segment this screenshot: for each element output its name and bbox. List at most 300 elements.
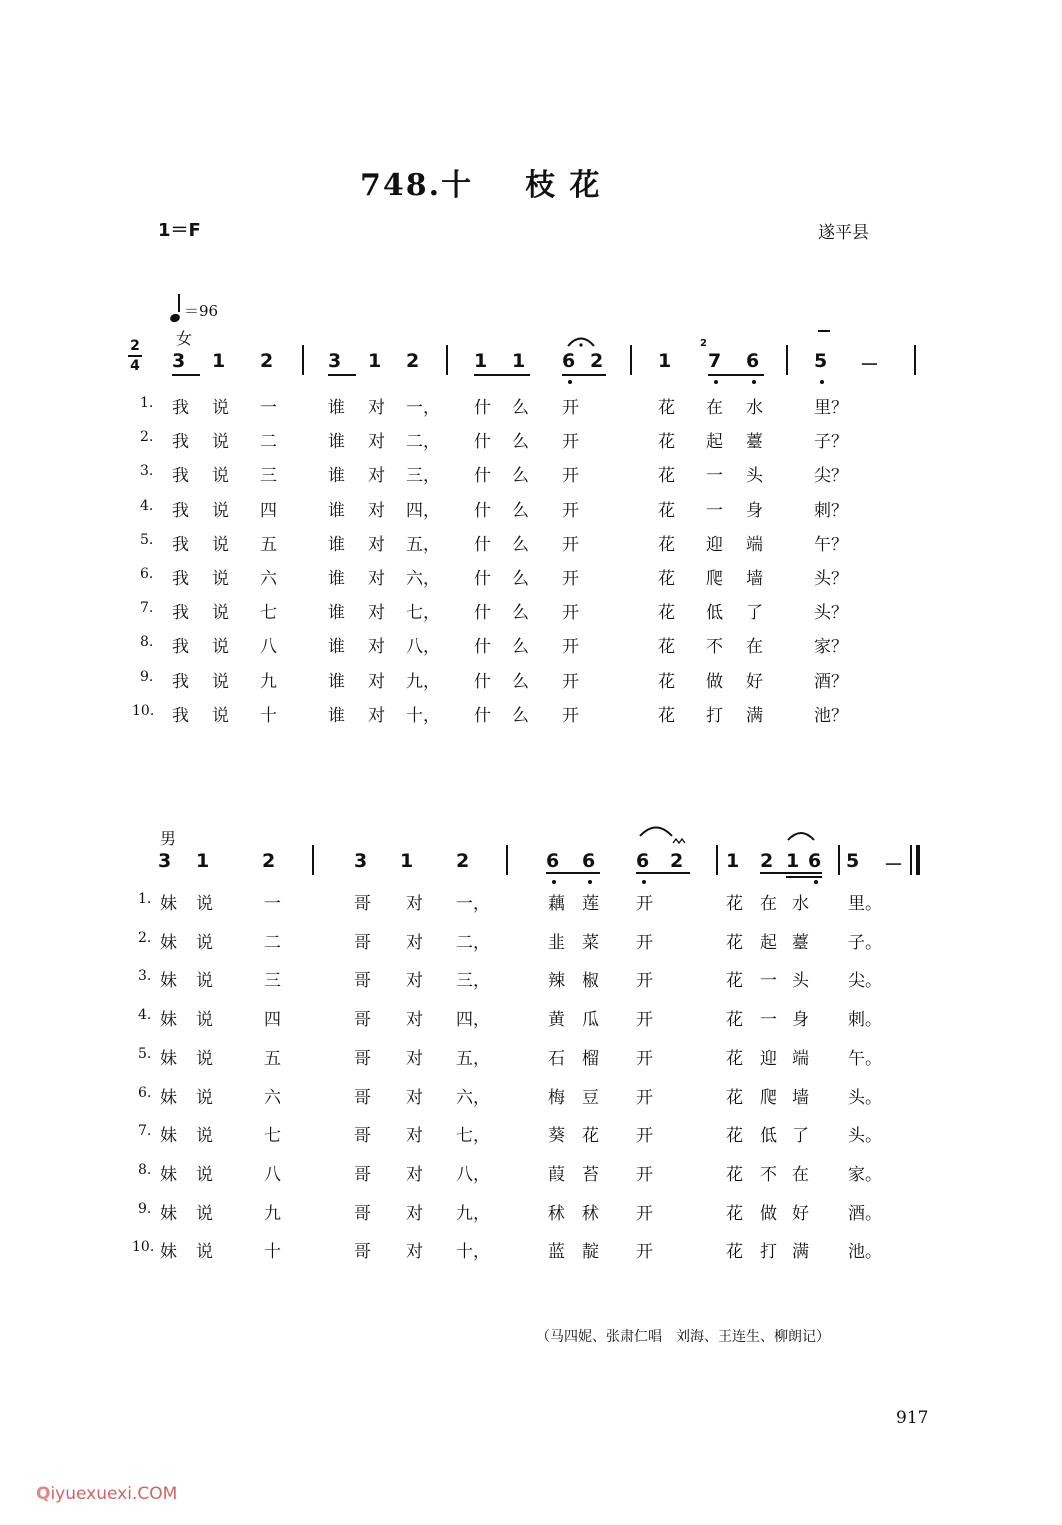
lyric-char: 对 xyxy=(406,1126,423,1147)
lyric-char: 花 xyxy=(726,1242,743,1263)
jianpu-note: 1 xyxy=(658,350,672,372)
lyric-char: 说 xyxy=(212,534,229,555)
region-label: 遂平县 xyxy=(818,223,869,243)
lyric-char: 对 xyxy=(368,500,385,521)
lyric-char: 对 xyxy=(368,603,385,624)
lyric-char: 么 xyxy=(512,637,529,658)
lyric-char: 谁 xyxy=(328,705,345,726)
lyric-char: 开 xyxy=(562,466,579,487)
fermata-icon xyxy=(566,332,596,344)
lyric-char: 说 xyxy=(196,1048,213,1069)
lyric-char: 对 xyxy=(406,932,423,953)
lyric-char: 韭 xyxy=(548,932,565,953)
lyric-char: 了 xyxy=(746,603,763,624)
lyric-char: 花 xyxy=(658,466,675,487)
lyric-char: 对 xyxy=(406,1048,423,1069)
lyric-char: 妹 xyxy=(160,1126,177,1147)
lyric-char: 对 xyxy=(368,466,385,487)
jianpu-note: － xyxy=(884,854,904,876)
lyric-char: 说 xyxy=(212,671,229,692)
beam-underline xyxy=(708,374,764,376)
verse-number: 8. xyxy=(138,1161,152,1178)
lyric-char: 一 xyxy=(264,894,281,914)
lyric-char: 做 xyxy=(760,1203,777,1224)
lyric-char: 打 xyxy=(760,1242,777,1263)
lyric-char: 开 xyxy=(562,398,579,418)
lyric-char: 一 xyxy=(706,500,723,521)
lyric-char: 对 xyxy=(406,1203,423,1224)
lyric-char: 爬 xyxy=(760,1087,777,1108)
lyric-char: 谁 xyxy=(328,569,345,589)
lyric-char: 我 xyxy=(172,432,189,453)
lyric-char: 对 xyxy=(406,971,423,992)
lyric-char: 我 xyxy=(172,500,189,521)
beam-underline xyxy=(474,374,530,376)
verse-number: 1. xyxy=(140,395,154,411)
song-title xyxy=(360,160,602,204)
lyric-char: 一 xyxy=(260,398,277,418)
lyric-char: 十， xyxy=(406,705,440,726)
jianpu-note: 2 xyxy=(456,850,470,872)
lyric-char: 四， xyxy=(456,1010,490,1031)
lyric-char: 五， xyxy=(456,1048,490,1069)
lyric-char: 八 xyxy=(264,1164,281,1185)
barline xyxy=(630,345,632,375)
lyric-char: 对 xyxy=(368,398,385,418)
lyric-char: 开 xyxy=(636,971,653,992)
watermark-text: iyuexuexi.COM xyxy=(50,1484,178,1504)
lyric-char: 对 xyxy=(368,705,385,726)
lyric-char: 花 xyxy=(726,894,743,914)
verse-number: 1. xyxy=(138,891,152,907)
verse-number: 9. xyxy=(140,668,154,685)
lyric-char: 做 xyxy=(706,671,723,692)
octave-dot xyxy=(714,380,718,384)
lyric-char: 对 xyxy=(368,671,385,692)
final-barline-thick xyxy=(916,845,920,875)
lyric-char: 么 xyxy=(512,705,529,726)
lyric-char: 什 xyxy=(474,466,491,487)
verse-number: 5. xyxy=(140,531,154,548)
verse-number: 3. xyxy=(138,968,152,985)
lyric-char: 对 xyxy=(406,1164,423,1185)
lyric-char: 花 xyxy=(658,671,675,692)
lyric-char: 里？ xyxy=(814,398,848,418)
lyric-char: 开 xyxy=(636,1087,653,1108)
lyric-char: 刺。 xyxy=(848,1010,882,1031)
lyric-char: 五 xyxy=(260,534,277,555)
jianpu-note: 1 xyxy=(368,350,382,372)
lyric-char: 说 xyxy=(196,894,213,914)
lyric-char: 么 xyxy=(512,671,529,692)
lyric-char: 什 xyxy=(474,500,491,521)
lyric-char: 爬 xyxy=(706,569,723,589)
lyric-char: 我 xyxy=(172,569,189,589)
lyric-char: 端 xyxy=(746,534,763,555)
key-signature: 1＝F xyxy=(158,220,201,241)
octave-dot xyxy=(642,880,646,884)
lyric-char: 九， xyxy=(406,671,440,692)
lyric-char: 八 xyxy=(260,637,277,658)
lyric-char: 在 xyxy=(792,1164,809,1185)
lyric-char: 花 xyxy=(726,932,743,953)
verse-number: 9. xyxy=(138,1200,152,1217)
lyric-char: 说 xyxy=(196,932,213,953)
lyric-char: 说 xyxy=(196,1242,213,1263)
lyric-char: 石 xyxy=(548,1048,565,1069)
lyric-char: 十 xyxy=(264,1242,281,1263)
lyric-char: 在 xyxy=(706,398,723,418)
lyric-char: 七 xyxy=(260,603,277,624)
beam-underline xyxy=(636,872,690,874)
lyric-char: 什 xyxy=(474,398,491,418)
lyric-char: 二 xyxy=(264,932,281,953)
lyric-char: 在 xyxy=(746,637,763,658)
jianpu-note: 1 xyxy=(400,850,414,872)
lyric-char: 谁 xyxy=(328,398,345,418)
octave-dot xyxy=(568,380,572,384)
lyric-char: 六 xyxy=(264,1087,281,1108)
lyric-char: 家。 xyxy=(848,1164,882,1185)
lyric-char: 秫 xyxy=(582,1203,599,1224)
lyric-char: 满 xyxy=(746,705,763,726)
verse-number: 2. xyxy=(138,929,152,946)
lyric-char: 一 xyxy=(706,466,723,487)
jianpu-note: 6 xyxy=(808,850,822,872)
jianpu-note: 1 xyxy=(512,350,526,372)
lyric-char: 开 xyxy=(562,534,579,555)
lyric-char: 薹 xyxy=(746,432,763,453)
lyric-char: 四， xyxy=(406,500,440,521)
lyric-char: 哥 xyxy=(354,971,371,992)
lyric-char: 对 xyxy=(406,894,423,914)
lyric-char: 开 xyxy=(636,1164,653,1185)
lyric-char: 说 xyxy=(212,569,229,589)
lyric-char: 说 xyxy=(212,705,229,726)
lyric-char: 墙 xyxy=(746,569,763,589)
lyric-char: 说 xyxy=(196,1010,213,1031)
lyric-char: 不 xyxy=(760,1164,777,1185)
lyric-char: 身 xyxy=(746,500,763,521)
lyric-char: 我 xyxy=(172,637,189,658)
lyric-char: 说 xyxy=(196,971,213,992)
lyric-char: 头？ xyxy=(814,569,848,589)
lyric-char: 什 xyxy=(474,637,491,658)
lyric-char: 榴 xyxy=(582,1048,599,1069)
fermata-icon xyxy=(638,822,674,836)
jianpu-note: 2 xyxy=(590,350,604,372)
song-number: 748.十 xyxy=(360,168,474,203)
lyric-char: 么 xyxy=(512,432,529,453)
lyric-char: 谁 xyxy=(328,466,345,487)
lyric-char: 花 xyxy=(658,534,675,555)
lyric-char: 酒。 xyxy=(848,1203,882,1224)
lyric-char: 谁 xyxy=(328,534,345,555)
lyric-char: 对 xyxy=(406,1010,423,1031)
lyric-char: 在 xyxy=(760,894,777,914)
lyric-char: 三， xyxy=(456,971,490,992)
lyric-char: 二， xyxy=(406,432,440,453)
lyric-char: 开 xyxy=(636,894,653,914)
beam-underline xyxy=(562,374,606,376)
lyric-char: 我 xyxy=(172,398,189,418)
lyric-char: 三 xyxy=(260,466,277,487)
verse-number: 3. xyxy=(140,463,154,480)
lyric-char: 哥 xyxy=(354,1164,371,1185)
tempo-marking xyxy=(170,298,218,321)
barline xyxy=(506,845,508,875)
jianpu-note: 1 xyxy=(196,850,210,872)
lyric-char: 端 xyxy=(792,1048,809,1069)
barline xyxy=(446,345,448,375)
barline xyxy=(302,345,304,375)
lyric-char: 头。 xyxy=(848,1126,882,1147)
jianpu-note: 2 xyxy=(670,850,684,872)
lyric-char: 哥 xyxy=(354,894,371,914)
lyric-char: 椒 xyxy=(582,971,599,992)
lyric-char: 说 xyxy=(212,466,229,487)
lyric-char: 妹 xyxy=(160,1048,177,1069)
jianpu-note: 1 xyxy=(212,350,226,372)
lyric-char: 低 xyxy=(760,1126,777,1147)
lyric-char: 谁 xyxy=(328,603,345,624)
lyric-char: 菜 xyxy=(582,932,599,953)
lyric-char: 我 xyxy=(172,671,189,692)
lyric-char: 妹 xyxy=(160,1164,177,1185)
lyric-char: 瓜 xyxy=(582,1010,599,1031)
jianpu-note: 2 xyxy=(406,350,420,372)
lyric-char: 开 xyxy=(636,1203,653,1224)
lyric-char: 说 xyxy=(212,432,229,453)
lyric-char: 什 xyxy=(474,603,491,624)
lyric-char: 花 xyxy=(658,398,675,418)
lyric-char: 哥 xyxy=(354,932,371,953)
lyric-char: 辣 xyxy=(548,971,565,992)
lyric-char: 秫 xyxy=(548,1203,565,1224)
lyric-char: 说 xyxy=(196,1126,213,1147)
lyric-char: 子。 xyxy=(848,932,882,953)
lyric-char: 六 xyxy=(260,569,277,589)
grace-note: 2 xyxy=(700,338,707,349)
lyric-char: 豆 xyxy=(582,1087,599,1108)
lyric-char: 开 xyxy=(636,1242,653,1263)
lyric-char: 起 xyxy=(706,432,723,453)
lyric-char: 么 xyxy=(512,534,529,555)
jianpu-note: 3 xyxy=(328,350,342,372)
time-signature xyxy=(128,338,142,374)
lyric-char: 十 xyxy=(260,705,277,726)
lyric-char: 迎 xyxy=(706,534,723,555)
lyric-char: 头。 xyxy=(848,1087,882,1108)
lyric-char: 对 xyxy=(368,432,385,453)
lyric-char: 妹 xyxy=(160,1203,177,1224)
lyric-char: 十， xyxy=(456,1242,490,1263)
lyric-char: 什 xyxy=(474,432,491,453)
lyric-char: 二 xyxy=(260,432,277,453)
lyric-char: 花 xyxy=(658,637,675,658)
lyric-char: 开 xyxy=(562,705,579,726)
lyric-char: 八， xyxy=(456,1164,490,1185)
lyric-char: 七 xyxy=(264,1126,281,1147)
lyric-char: 妹 xyxy=(160,894,177,914)
lyric-char: 头 xyxy=(746,466,763,487)
lyric-char: 什 xyxy=(474,534,491,555)
verse-number: 7. xyxy=(140,600,154,617)
verse-number: 6. xyxy=(138,1084,152,1101)
octave-dot xyxy=(588,880,592,884)
octave-dot xyxy=(814,880,818,884)
jianpu-note: 3 xyxy=(172,350,186,372)
page-number: 917 xyxy=(896,1408,929,1428)
lyric-char: 花 xyxy=(726,971,743,992)
lyric-char: 二， xyxy=(456,932,490,953)
lyric-char: 哥 xyxy=(354,1048,371,1069)
lyric-char: 头？ xyxy=(814,603,848,624)
lyric-char: 三 xyxy=(264,971,281,992)
lyric-char: 花 xyxy=(726,1164,743,1185)
lyric-char: 谁 xyxy=(328,432,345,453)
lyric-char: 开 xyxy=(636,932,653,953)
jianpu-note: 5 xyxy=(846,850,860,872)
lyric-char: 说 xyxy=(196,1087,213,1108)
lyric-char: 花 xyxy=(726,1010,743,1031)
lyric-char: 对 xyxy=(368,637,385,658)
lyric-char: 尖？ xyxy=(814,466,848,487)
trill-icon xyxy=(672,830,686,838)
lyric-char: 池。 xyxy=(848,1242,882,1263)
lyric-char: 身 xyxy=(792,1010,809,1031)
lyric-char: 我 xyxy=(172,603,189,624)
lyric-char: 酒？ xyxy=(814,671,848,692)
lyric-char: 妹 xyxy=(160,971,177,992)
jianpu-note: 2 xyxy=(760,850,774,872)
jianpu-note: 1 xyxy=(786,850,800,872)
lyric-char: 么 xyxy=(512,466,529,487)
lyric-char: 么 xyxy=(512,603,529,624)
lyric-char: 哥 xyxy=(354,1126,371,1147)
time-signature-bottom: 4 xyxy=(130,358,140,374)
lyric-char: 一， xyxy=(456,894,490,914)
jianpu-note: 7 xyxy=(708,350,722,372)
slur-icon xyxy=(786,826,816,838)
lyric-char: 我 xyxy=(172,705,189,726)
jianpu-note: － xyxy=(860,354,880,376)
barline xyxy=(716,845,718,875)
lyric-char: 一， xyxy=(406,398,440,418)
lyric-char: 开 xyxy=(562,569,579,589)
tempo-value: ＝96 xyxy=(184,302,219,320)
lyric-char: 么 xyxy=(512,398,529,418)
lyric-char: 妹 xyxy=(160,1242,177,1263)
lyric-char: 开 xyxy=(562,500,579,521)
song-name: 枝 花 xyxy=(525,168,602,203)
lyric-char: 午。 xyxy=(848,1048,882,1069)
lyric-char: 子？ xyxy=(814,432,848,453)
beam-underline xyxy=(172,374,200,376)
lyric-char: 靛 xyxy=(582,1242,599,1263)
lyric-char: 说 xyxy=(196,1203,213,1224)
beam-underline xyxy=(786,876,822,878)
verse-number: 7. xyxy=(138,1123,152,1140)
lyric-char: 低 xyxy=(706,603,723,624)
lyric-char: 哥 xyxy=(354,1203,371,1224)
jianpu-note: 1 xyxy=(474,350,488,372)
octave-dot xyxy=(820,380,824,384)
jianpu-note: 3 xyxy=(354,850,368,872)
octave-dot xyxy=(552,880,556,884)
lyric-char: 花 xyxy=(726,1048,743,1069)
lyric-char: 梅 xyxy=(548,1087,565,1108)
lyric-char: 花 xyxy=(726,1126,743,1147)
beam-underline xyxy=(546,872,600,874)
lyric-char: 黄 xyxy=(548,1010,565,1031)
lyric-char: 葭 xyxy=(548,1164,565,1185)
lyric-char: 什 xyxy=(474,705,491,726)
lyric-char: 里。 xyxy=(848,894,882,914)
lyric-char: 开 xyxy=(562,432,579,453)
lyric-char: 藕 xyxy=(548,894,565,914)
lyric-char: 我 xyxy=(172,466,189,487)
lyric-char: 谁 xyxy=(328,671,345,692)
lyric-char: 么 xyxy=(512,569,529,589)
lyric-char: 开 xyxy=(636,1048,653,1069)
lyric-char: 五， xyxy=(406,534,440,555)
lyric-char: 一 xyxy=(760,1010,777,1031)
barline xyxy=(786,345,788,375)
verse-number: 4. xyxy=(140,497,154,514)
lyric-char: 花 xyxy=(582,1126,599,1147)
lyric-char: 谁 xyxy=(328,500,345,521)
jianpu-note: 2 xyxy=(262,850,276,872)
barline xyxy=(914,345,916,375)
lyric-char: 妹 xyxy=(160,1010,177,1031)
jianpu-note: 6 xyxy=(546,850,560,872)
lyric-char: 花 xyxy=(658,705,675,726)
verse-number: 10. xyxy=(132,1239,155,1256)
lyric-char: 开 xyxy=(562,671,579,692)
lyric-char: 花 xyxy=(658,500,675,521)
lyric-char: 九， xyxy=(456,1203,490,1224)
lyric-char: 五 xyxy=(264,1048,281,1069)
lyric-char: 三， xyxy=(406,466,440,487)
lyric-char: 迎 xyxy=(760,1048,777,1069)
lyric-char: 四 xyxy=(264,1010,281,1031)
lyric-char: 一 xyxy=(760,971,777,992)
lyric-char: 不 xyxy=(706,637,723,658)
lyric-char: 满 xyxy=(792,1242,809,1263)
lyric-char: 花 xyxy=(726,1203,743,1224)
quarter-note-icon xyxy=(169,313,181,324)
verse-number: 4. xyxy=(138,1007,152,1024)
beam-underline xyxy=(328,374,356,376)
lyric-char: 水 xyxy=(746,398,763,418)
jianpu-note: 6 xyxy=(562,350,576,372)
lyric-char: 六， xyxy=(406,569,440,589)
lyric-char: 开 xyxy=(562,637,579,658)
lyric-char: 九 xyxy=(264,1203,281,1224)
lyric-char: 妹 xyxy=(160,1087,177,1108)
lyric-char: 说 xyxy=(196,1164,213,1185)
lyric-char: 谁 xyxy=(328,637,345,658)
lyric-char: 花 xyxy=(726,1087,743,1108)
lyric-char: 什 xyxy=(474,671,491,692)
jianpu-note: 6 xyxy=(636,850,650,872)
octave-dot xyxy=(752,380,756,384)
jianpu-note: 1 xyxy=(726,850,740,872)
lyric-char: 说 xyxy=(212,637,229,658)
lyric-char: 七， xyxy=(456,1126,490,1147)
verse-number: 6. xyxy=(140,566,154,582)
